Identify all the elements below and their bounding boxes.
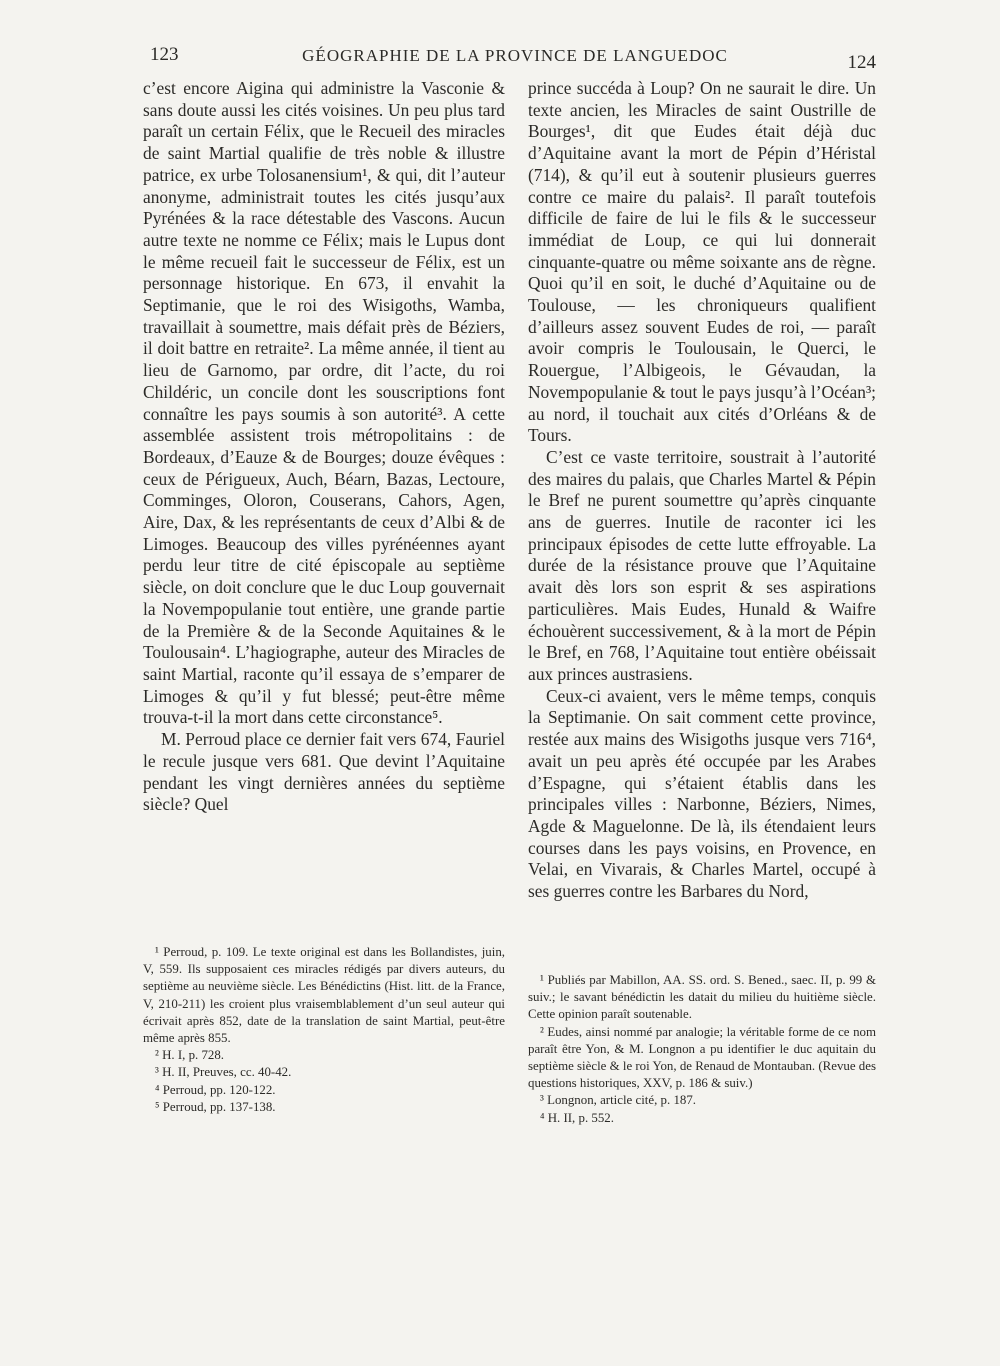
footnote-right-2: ² Eudes, ainsi nommé par analogie; la véritable forme de ce nom paraît être Yon, & M. Longnon a pu identifier le duc aquitain du septième siècle & le roi Yon, de Renaud de Montauban. (Revue des questions historiques, XXV, p. 186 & suiv.) <box>528 1024 876 1091</box>
footnote-right-1: ¹ Publiés par Mabillon, AA. SS. ord. S. Bened., saec. II, p. 99 & suiv.; le savant bénédictin les datait du milieu du huitième siècle. Cette opinion paraît soutenable. <box>528 973 876 1022</box>
footnote-left-2: ² H. I, p. 728. <box>155 1048 225 1063</box>
right-paragraph-2: C’est ce vaste territoire, soustrait à l’autorité des maires du palais, que Charles Martel & Pépin le Bref ne purent soumettre qu’après cinquante ans de guerres. Inutile de raconter ici les principaux épisodes de cette lutte effroyable. La durée de la résistance prouve que l’Aquitaine avait dès lors son esprit & ses aspirations particulières. Mais Eudes, Hunald & Waifre échouèrent successivement, & à la mort de Pépin le Bref, en 768, l’Aquitaine tout entière obéissait aux princes austrasiens. <box>528 446 876 684</box>
left-paragraph-2: M. Perroud place ce dernier fait vers 674, Fauriel le recule jusque vers 681. Que devint l’Aquitaine pendant les vingt dernières années du septième siècle? Quel <box>143 729 505 815</box>
left-column-text <box>143 78 505 816</box>
page-number-right: 124 <box>847 52 876 73</box>
right-paragraph-1: prince succéda à Loup? On ne saurait le dire. Un texte ancien, les Miracles de saint Oustrille de Bourges¹, dit que Eudes était déjà duc d’Aquitaine avant la mort de Pépin d’Héristal (714), & qu’il eut à soutenir plusieurs guerres contre ce maire du palais². Il paraît toutefois difficile de faire de lui le fils & le successeur immédiat de Loup, ce qui lui donnerait cinquante-quatre ou même soixante ans de règne. Quoi qu’il en soit, le duché d’Aquitaine ou de Toulouse, — les chroniqueurs qualifient d’ailleurs assez souvent Eudes de roi, — paraît avoir compris le Toulousain, le Querci, le Rouergue, l’Albigeois, le Gévaudan, la Novempopulanie & tout le pays jusqu’à l’Océan³; au nord, il touchait aux cités d’Orléans & de Tours. <box>528 78 876 446</box>
left-paragraph-1: c’est encore Aigina qui administre la Vasconie & sans doute aussi les cités voisines. Un peu plus tard paraît un certain Félix, que le Recueil des miracles de saint Martial qualifie de très noble & illustre patrice, ex urbe Tolosanensium¹, & qui, dit l’auteur anonyme, administrait toutes les cités jusqu’aux Pyrénées & la race détestable des Vascons. Aucun autre texte ne nomme ce Félix; mais le Lupus dont le même recueil fait le successeur de Félix, est un personnage historique. En 673, il envahit la Septimanie, que le roi des Wisigoths, Wamba, travaillait à soumettre, mais défait près de Béziers, il doit battre en retraite². La même année, il tient au lieu de Garnomo, par ordre, dit l’acte, du roi Childéric, un concile dont les souscriptions font connaître les pays soumis à son autorité³. A cette assemblée assistent trois métropolitains : de Bordeaux, d’Eauze & de Bourges; douze évêques : ceux de Périgueux, Auch, Béarn, Bazas, Lectoure, Comminges, Oloron, Couserans, Cahors, Agen, Aire, Dax, & les représentants de ceux d’Albi & de Limoges. Beaucoup des villes pyrénéennes ayant perdu leur titre de cité épiscopale au septième siècle, on doit conclure que le duc Loup gouvernait la Novempopulanie tout entière, une grande partie de la Première & de la Seconde Aquitaines & le Toulousain⁴. L’hagiographe, auteur des Miracles de saint Martial, raconte qu’il essaya de s’emparer de Limoges & qu’il y fut blessé; peut-être même trouva-t-il la mort dans cette circonstance⁵. <box>143 78 505 728</box>
right-paragraph-3: Ceux-ci avaient, vers le même temps, conquis la Septimanie. On sait comment cette province, restée aux mains des Wisigoths jusque vers 716⁴, avait un peu après été occupée par les Arabes d’Espagne, qui s’étaient établis dans les principales villes : Narbonne, Béziers, Nimes, Agde & Maguelonne. De là, ils étendaient leurs courses dans les pays voisins, en Provence, en Velai, en Vivarais, & Charles Martel, occupé à ses guerres contre les Barbares du Nord, <box>528 685 876 902</box>
footnote-left-3: ³ H. II, Preuves, cc. 40-42. <box>155 1065 292 1080</box>
footnote-right-4: ⁴ H. II, p. 552. <box>540 1110 614 1125</box>
footnote-right-3: ³ Longnon, article cité, p. 187. <box>540 1093 697 1108</box>
footnote-left-1: ¹ Perroud, p. 109. Le texte original est dans les Bollandistes, juin, V, 559. Ils supposaient ces miracles rédigés par divers auteurs, du septième au neuvième siècle. Les Bénédictins (Hist. litt. de la France, V, 210-211) les croient plus vraisemblablement d’un seul auteur qui écrivait après 852, date de la translation de saint Martial, peut-être même après 855. <box>143 945 505 1046</box>
footnote-left-4: ⁴ Perroud, pp. 120-122. <box>155 1082 276 1097</box>
page-number-left: 123 <box>150 44 179 65</box>
right-column-text <box>528 78 876 903</box>
running-title: GÉOGRAPHIE DE LA PROVINCE DE LANGUEDOC <box>302 46 728 65</box>
right-footnotes <box>528 972 876 1127</box>
footnote-left-5: ⁵ Perroud, pp. 137-138. <box>155 1099 276 1114</box>
left-footnotes <box>143 944 505 1116</box>
running-head <box>150 40 880 80</box>
